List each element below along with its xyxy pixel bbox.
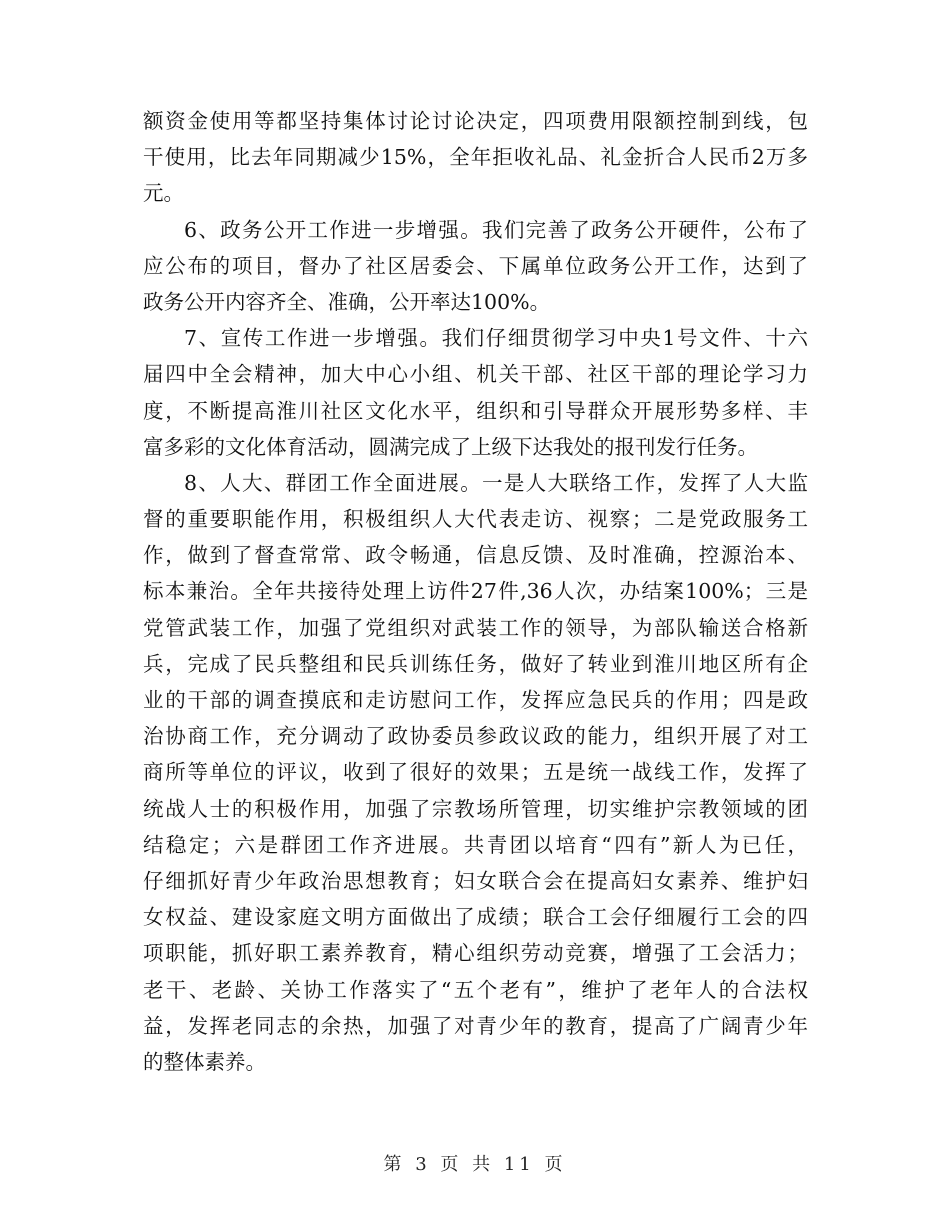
- text-line: 益，发挥老同志的余热，加强了对青少年的教育，提高了广阔青少年: [143, 1013, 808, 1038]
- text-line: 度，不断提高淮川社区文化水平，组织和引导群众开展形势多样、丰: [143, 398, 808, 423]
- text-line: 元。: [143, 181, 184, 206]
- page-body: [143, 103, 808, 1080]
- paragraph-item-8: [143, 465, 808, 1080]
- text-line: 富多彩的文化体育活动，圆满完成了上级下达我处的报刊发行任务。: [143, 434, 758, 459]
- text-line: 作，做到了督查常常、政令畅通，信息反馈、及时准确，控源治本、: [143, 543, 808, 568]
- paragraph-funds: [143, 103, 808, 212]
- text-line: 项职能，抓好职工素养教育，精心组织劳动竞赛，增强了工会活力；: [143, 941, 808, 966]
- text-line: 统战人士的积极作用，加强了宗教场所管理，切实维护宗教领域的团: [143, 796, 808, 821]
- text-line: 督的重要职能作用，积极组织人大代表走访、视察；二是党政服务工: [143, 507, 808, 532]
- text-line: 老干、老龄、关协工作落实了“五个老有”，维护了老年人的合法权: [143, 977, 808, 1002]
- text-line: 女权益、建设家庭文明方面做出了成绩；联合工会仔细履行工会的四: [143, 905, 808, 930]
- page-number-footer: 第 3 页 共 11 页: [383, 1154, 567, 1175]
- text-line: 额资金使用等都坚持集体讨论讨论决定，四项费用限额控制到线，包: [143, 109, 808, 133]
- text-line: 仔细抓好青少年政治思想教育；妇女联合会在提高妇女素养、维护妇: [143, 868, 808, 893]
- text-line: 商所等单位的评议，收到了很好的效果；五是统一战线工作，发挥了: [143, 760, 808, 785]
- text-line: 6、政务公开工作进一步增强。我们完善了政务公开硬件，公布了: [184, 217, 808, 242]
- text-line: 应公布的项目，督办了社区居委会、下属单位政务公开工作，达到了: [143, 253, 808, 278]
- text-line: 8、人大、群团工作全面进展。一是人大联络工作，发挥了人大监: [184, 470, 808, 495]
- text-line: 标本兼治。全年共接待处理上访件27件,36人次，办结案100%；三是: [143, 579, 808, 604]
- text-line: 治协商工作，充分调动了政协委员参政议政的能力，组织开展了对工: [143, 724, 808, 749]
- text-line: 的整体素养。: [143, 1049, 266, 1074]
- paragraph-item-7: [143, 320, 808, 465]
- text-line: 业的干部的调查摸底和走访慰问工作，发挥应急民兵的作用；四是政: [143, 688, 808, 712]
- text-line: 党管武装工作，加强了党组织对武装工作的领导，为部队输送合格新: [143, 615, 808, 640]
- paragraph-item-6: [143, 212, 808, 321]
- text-line: 干使用，比去年同期减少15%，全年拒收礼品、礼金折合人民币2万多: [143, 145, 808, 170]
- text-line: 政务公开内容齐全、准确，公开率达100%。: [143, 289, 551, 314]
- text-line: 届四中全会精神，加大中心小组、机关干部、社区干部的理论学习力: [143, 362, 808, 387]
- text-line: 结稳定；六是群团工作齐进展。共青团以培育“四有”新人为已任，: [143, 832, 808, 857]
- text-line: 兵，完成了民兵整组和民兵训练任务，做好了转业到淮川地区所有企: [143, 651, 808, 676]
- text-line: 7、宣传工作进一步增强。我们仔细贯彻学习中央1号文件、十六: [184, 326, 808, 351]
